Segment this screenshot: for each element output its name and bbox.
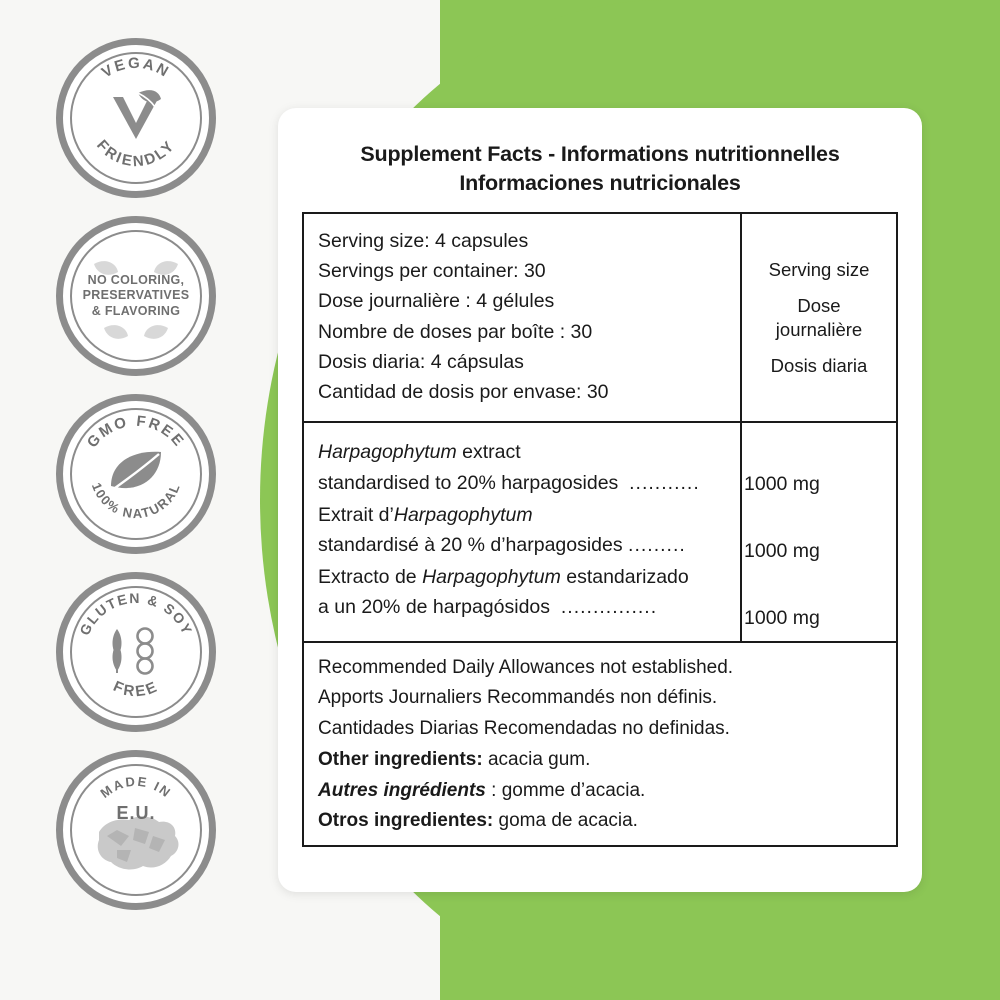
ingredient-entry	[318, 562, 726, 622]
ingredient-spec-line: standardisé à 20 % d’harpagosides .........	[318, 534, 686, 556]
serving-right-label: Dose journalière	[775, 294, 863, 340]
supplement-facts-panel	[278, 108, 922, 892]
serving-row	[304, 214, 896, 423]
footer-line: Other ingredients: acacia gum.	[318, 748, 591, 770]
ingredient-name-line: Extrait d’Harpagophytum	[318, 503, 533, 526]
ingredient-entry	[318, 500, 726, 560]
svg-text:FREE: FREE	[110, 677, 162, 701]
serving-line: Dose journalière : 4 gélules	[318, 290, 555, 313]
serving-line: Cantidad de dosis por envase: 30	[318, 381, 609, 404]
certification-badge-column	[56, 38, 216, 910]
ingredient-entry	[318, 437, 726, 497]
svg-text:VEGAN: VEGAN	[98, 54, 174, 82]
ingredient-spec-line: a un 20% de harpagósidos ...............	[318, 596, 658, 619]
serving-right-cell	[740, 214, 896, 421]
leaf-v-icon	[105, 87, 167, 150]
badge-vegan-friendly	[56, 38, 216, 198]
badge-made-in-eu	[56, 750, 216, 910]
svg-text:FRIENDLY: FRIENDLY	[93, 136, 179, 171]
serving-right-label: Dosis diaria	[770, 354, 868, 376]
supplement-facts-table-wrapper	[302, 132, 898, 868]
footer-line: Apports Journaliers Recommandés non définis.	[318, 687, 718, 709]
ingredient-name-line: Extracto de Harpagophytum estandarizado	[318, 566, 689, 589]
footer-line: Cantidades Diarias Recomendadas no definidas.	[318, 718, 730, 740]
badge-gluten-and-soy-free	[56, 572, 216, 732]
ingredient-amount: 1000 mg	[744, 473, 820, 496]
badge-arc-text	[70, 764, 202, 896]
svg-text:GMO FREE: GMO FREE	[83, 412, 189, 452]
svg-text:MADE IN: MADE IN	[97, 773, 175, 801]
badge-label: NO COLORING, PRESERVATIVES & FLAVORING	[82, 272, 190, 318]
footer-line: Recommended Daily Allowances not established.	[318, 656, 734, 678]
ingredients-row	[304, 423, 896, 642]
svg-text:GLUTEN & SOY: GLUTEN & SOY	[76, 589, 196, 638]
facts-title: Supplement Facts - Informations nutritionnelles Informaciones nutricionales	[360, 142, 840, 196]
ingredient-amount: 1000 mg	[744, 607, 820, 630]
badge-no-coloring-preservatives-flavoring	[56, 216, 216, 376]
badge-label: E.U.	[116, 802, 156, 823]
ingredient-amount: 1000 mg	[744, 540, 820, 563]
facts-table	[302, 212, 898, 847]
footer-row	[304, 643, 896, 846]
ingredients-left-cell	[304, 423, 740, 640]
serving-line: Servings per container: 30	[318, 260, 546, 283]
ingredient-name-line: Harpagophytum extract	[318, 441, 521, 464]
serving-left-cell	[304, 214, 740, 421]
footer-line: Autres ingrédients : gomme d’acacia.	[318, 779, 646, 801]
wheat-icon	[103, 623, 169, 682]
ingredient-spec-line: standardised to 20% harpagosides ...........	[318, 471, 700, 494]
serving-line: Dosis diaria: 4 cápsulas	[318, 350, 524, 373]
serving-line: Serving size: 4 capsules	[318, 230, 529, 253]
footer-line: Otros ingredientes: goma de acacia.	[318, 810, 638, 832]
footer-cell	[304, 643, 896, 846]
svg-text:100% NATURAL: 100% NATURAL	[88, 480, 184, 522]
badge-gmo-free	[56, 394, 216, 554]
ingredient-amount-column	[740, 423, 896, 640]
serving-line: Nombre de doses par boîte : 30	[318, 320, 593, 343]
serving-right-label: Serving size	[768, 258, 870, 280]
leaf-icon	[107, 446, 165, 503]
